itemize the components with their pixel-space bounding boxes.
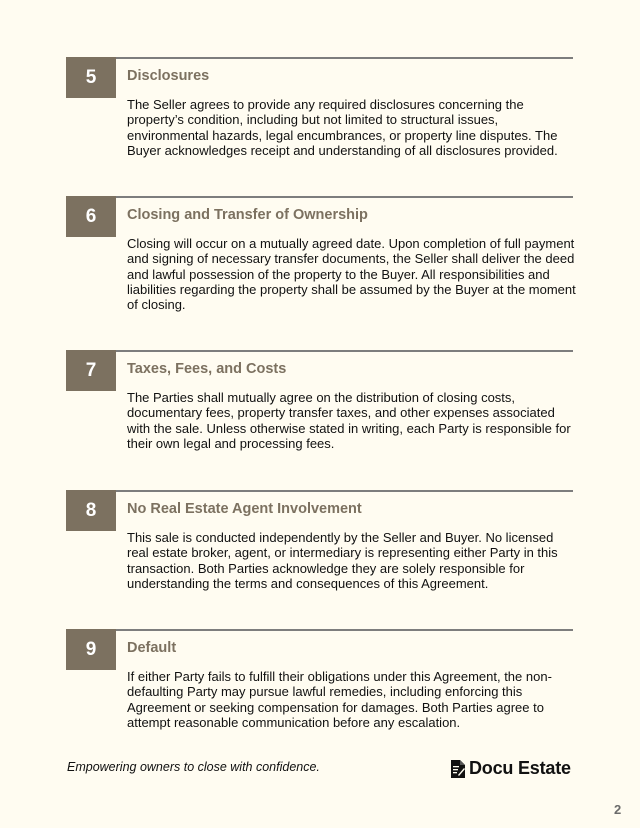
section-body: The Seller agrees to provide any required disclosures concerning the property’s condition, including but not limited to structural issues, environmental hazards, legal encumbrances, or property line disputes. The Buyer acknowledges receipt and understanding of all disclosures provided. [127,97,558,158]
section-divider [116,490,573,492]
section-body: This sale is conducted independently by the Seller and Buyer. No licensed real estate broker, agent, or intermediary is representing either Party in this transaction. Both Parties acknowledge they are solely responsible for understanding the terms and consequences of this Agreement. [127,530,558,591]
section-number: 5 [66,57,116,98]
section-divider [116,629,573,631]
page-number: 2 [614,802,622,817]
document-signature-icon [451,760,465,778]
brand-name: Docu Estate [469,758,571,778]
section-title: Closing and Transfer of Ownership [127,207,368,223]
section-body: The Parties shall mutually agree on the distribution of closing costs, documentary fees, property transfer taxes, and other expenses associated with the sale. Unless otherwise stated in writing, each Party is responsible for their own legal and processing fees. [127,390,571,451]
section-divider [116,350,573,352]
section-body: If either Party fails to fulfill their obligations under this Agreement, the non-defaulting Party may pursue lawful remedies, including enforcing this Agreement or seeking compensation for damages. Both Parties agree to attempt reasonable communication before any escalation. [127,669,552,730]
section-title: Disclosures [127,68,210,84]
section-title: Taxes, Fees, and Costs [127,361,287,377]
section-number: 9 [66,629,116,670]
brand-logo [451,758,571,779]
section-body: Closing will occur on a mutually agreed date. Upon completion of full payment and signing of necessary transfer documents, the Seller shall deliver the deed and lawful possession of the property to the Buyer. All responsibilities and liabilities regarding the property shall be assumed by the Buyer at the moment of closing. [127,236,576,313]
section-number: 6 [66,196,116,237]
section-divider [116,57,573,59]
section-title: No Real Estate Agent Involvement [127,501,362,517]
section-title: Default [127,640,177,656]
section-divider [116,196,573,198]
section-number: 7 [66,350,116,391]
footer-tagline: Empowering owners to close with confidence. [67,760,320,774]
section-number: 8 [66,490,116,531]
